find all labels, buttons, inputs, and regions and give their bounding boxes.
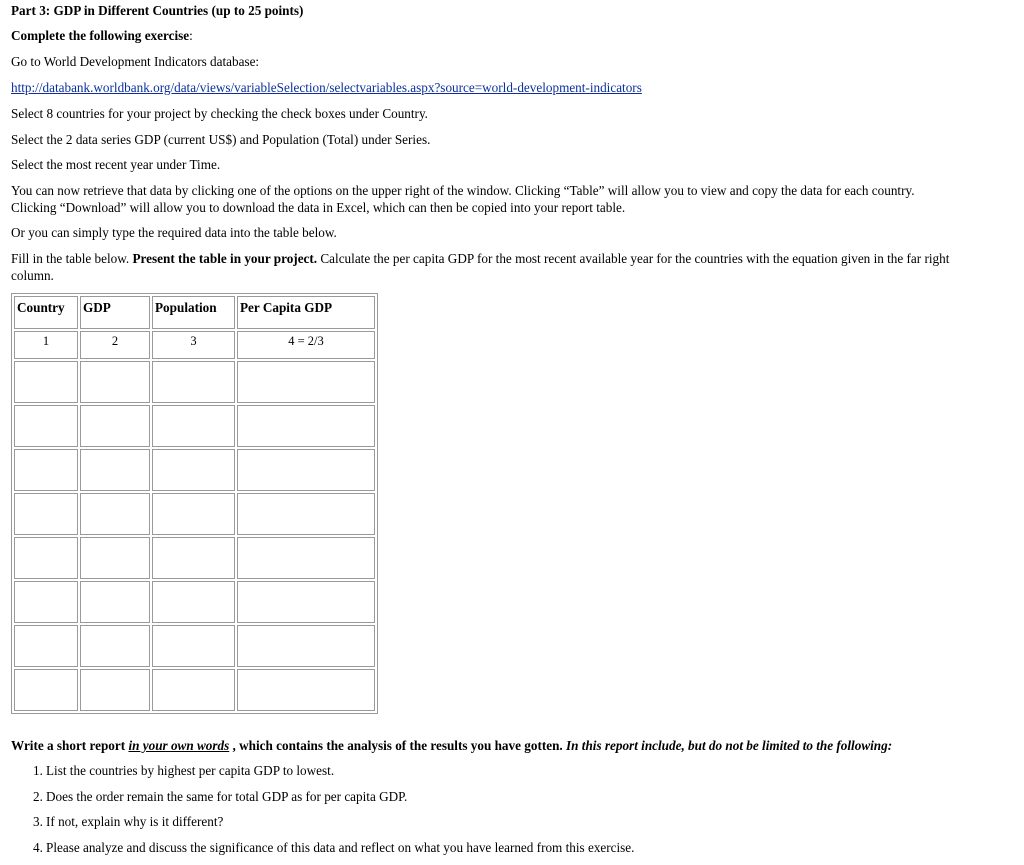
table-row xyxy=(14,361,375,403)
population-cell xyxy=(152,449,235,491)
country-cell xyxy=(14,669,78,711)
task-text: Does the order remain the same for total GDP as for per capita GDP. xyxy=(46,789,407,804)
header-gdp: GDP xyxy=(80,296,150,329)
page-heading: Part 3: GDP in Different Countries (up to 25 points) xyxy=(11,3,303,19)
fill-bold: Present the table in your project. xyxy=(132,251,317,266)
country-cell xyxy=(14,405,78,447)
task-number: 4. xyxy=(33,840,43,856)
header-per-capita-gdp: Per Capita GDP xyxy=(237,296,375,329)
list-item xyxy=(46,789,634,815)
per-capita-cell xyxy=(237,449,375,491)
table-row xyxy=(14,581,375,623)
world-bank-database-link[interactable]: http://databank.worldbank.org/data/views/variableSelection/selectvariables.aspx?source=world-development-indicators xyxy=(11,80,642,95)
country-cell xyxy=(14,625,78,667)
database-link-line xyxy=(11,80,642,96)
instruction-select-series: Select the 2 data series GDP (current US$) and Population (Total) under Series. xyxy=(11,132,430,148)
report-instruction xyxy=(11,738,892,754)
per-capita-cell xyxy=(237,581,375,623)
intro-text: Go to World Development Indicators database: xyxy=(11,54,259,70)
list-item xyxy=(46,763,634,789)
list-item xyxy=(46,814,634,840)
exercise-subheading xyxy=(11,28,193,44)
per-capita-cell xyxy=(237,361,375,403)
instruction-select-countries: Select 8 countries for your project by checking the check boxes under Country. xyxy=(11,106,428,122)
header-country: Country xyxy=(14,296,78,329)
gdp-cell xyxy=(80,581,150,623)
country-cell xyxy=(14,361,78,403)
gdp-cell xyxy=(80,625,150,667)
retrieve-instruction-line1: You can now retrieve that data by clicking one of the options on the upper right of the window. Clicking “Table” will allow you to view and copy the data for each country. xyxy=(11,183,915,199)
table-row xyxy=(14,625,375,667)
fill-table-instruction xyxy=(11,251,949,267)
column-number-gdp: 2 xyxy=(80,331,150,359)
table-row xyxy=(14,537,375,579)
population-cell xyxy=(152,493,235,535)
population-cell xyxy=(152,537,235,579)
task-text: Please analyze and discuss the significance of this data and reflect on what you have learned from this exercise. xyxy=(46,840,634,855)
fill-suffix: Calculate the per capita GDP for the most recent available year for the countries with the equation given in the far right xyxy=(317,251,949,266)
table-row xyxy=(14,669,375,711)
country-cell xyxy=(14,449,78,491)
column-number-population: 3 xyxy=(152,331,235,359)
per-capita-cell xyxy=(237,625,375,667)
table-header-row xyxy=(14,296,375,329)
per-capita-cell xyxy=(237,493,375,535)
country-cell xyxy=(14,581,78,623)
type-data-instruction: Or you can simply type the required data into the table below. xyxy=(11,225,337,241)
gdp-cell xyxy=(80,405,150,447)
column-number-per-capita: 4 = 2/3 xyxy=(237,331,375,359)
country-cell xyxy=(14,493,78,535)
task-text: If not, explain why is it different? xyxy=(46,814,223,829)
population-cell xyxy=(152,669,235,711)
report-own-words: in your own words xyxy=(128,738,229,753)
report-prefix: Write a short report xyxy=(11,738,128,753)
gdp-cell xyxy=(80,361,150,403)
gdp-cell xyxy=(80,449,150,491)
task-number: 1. xyxy=(33,763,43,779)
gdp-data-table xyxy=(11,293,378,714)
column-number-country: 1 xyxy=(14,331,78,359)
report-italic-tail: In this report include, but do not be limited to the following: xyxy=(566,738,892,753)
table-row xyxy=(14,493,375,535)
column-number-row xyxy=(14,331,375,359)
per-capita-cell xyxy=(237,405,375,447)
task-number: 2. xyxy=(33,789,43,805)
gdp-cell xyxy=(80,669,150,711)
table-row xyxy=(14,405,375,447)
table-row xyxy=(14,449,375,491)
population-cell xyxy=(152,581,235,623)
report-middle: , which contains the analysis of the results you have gotten. xyxy=(229,738,566,753)
fill-prefix: Fill in the table below. xyxy=(11,251,132,266)
population-cell xyxy=(152,405,235,447)
population-cell xyxy=(152,625,235,667)
subheading-colon: : xyxy=(189,28,193,43)
list-item xyxy=(46,840,634,865)
subheading-text: Complete the following exercise xyxy=(11,28,189,43)
population-cell xyxy=(152,361,235,403)
per-capita-cell xyxy=(237,669,375,711)
gdp-cell xyxy=(80,493,150,535)
retrieve-instruction-line2: Clicking “Download” will allow you to download the data in Excel, which can then be copied into your report table. xyxy=(11,200,625,216)
header-population: Population xyxy=(152,296,235,329)
report-task-list xyxy=(0,763,634,865)
instruction-select-time: Select the most recent year under Time. xyxy=(11,157,220,173)
fill-table-instruction-line2: column. xyxy=(11,268,54,284)
country-cell xyxy=(14,537,78,579)
task-text: List the countries by highest per capita GDP to lowest. xyxy=(46,763,334,778)
gdp-cell xyxy=(80,537,150,579)
per-capita-cell xyxy=(237,537,375,579)
task-number: 3. xyxy=(33,814,43,830)
